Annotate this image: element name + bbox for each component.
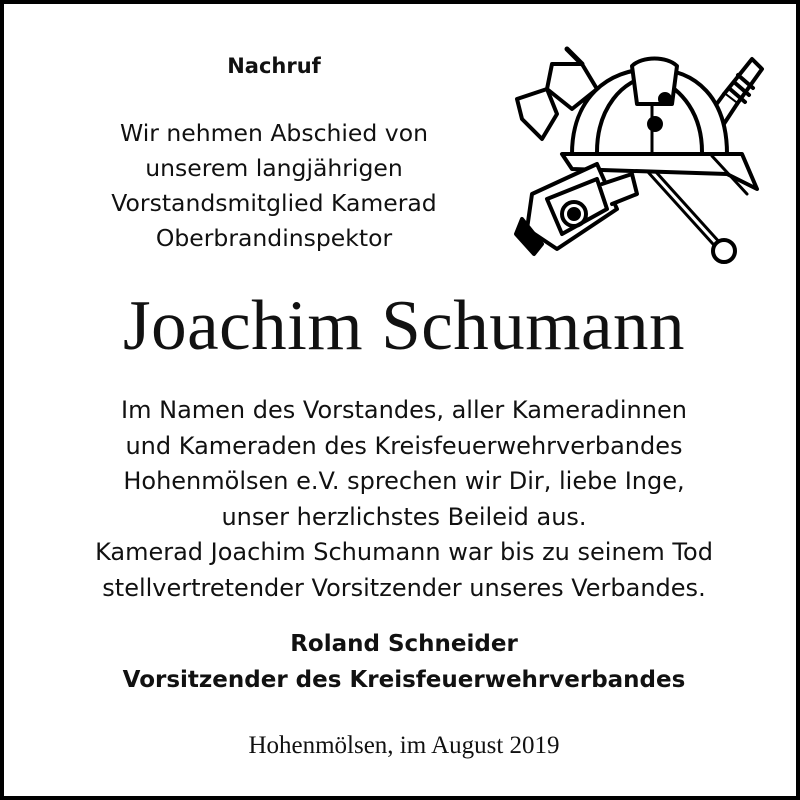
intro-line: Vorstandsmitglied Kamerad	[111, 189, 437, 217]
condolence-line: Kamerad Joachim Schumann war bis zu seinem Tod	[95, 538, 713, 566]
intro-text	[64, 116, 484, 256]
condolence-line: Im Namen des Vorstandes, aller Kameradinnen	[121, 396, 687, 424]
condolence-line: unser herzlichstes Beileid aus.	[221, 502, 587, 531]
signer-name: Roland Schneider	[290, 631, 518, 657]
condolence-line: stellvertretender Vorsitzender unseres Verbandes.	[102, 573, 706, 602]
notice-heading: Nachruf	[227, 54, 321, 78]
intro-line: Oberbrandinspektor	[155, 224, 393, 252]
signature-block	[44, 626, 764, 698]
deceased-name: Joachim Schumann	[122, 287, 686, 365]
fire-brigade-emblem-icon	[502, 44, 772, 269]
condolence-line: Hohenmölsen e.V. sprechen wir Dir, liebe Inge,	[123, 467, 685, 495]
condolence-line: und Kameraden des Kreisfeuerwehrverbandes	[125, 431, 683, 460]
condolence-text	[44, 393, 764, 606]
intro-line: Wir nehmen Abschied von	[120, 119, 428, 147]
signer-title: Vorsitzender des Kreisfeuerwehrverbandes	[122, 667, 686, 693]
intro-line: unserem langjährigen	[145, 154, 403, 182]
place-and-date: Hohenmölsen, im August 2019	[248, 732, 560, 759]
